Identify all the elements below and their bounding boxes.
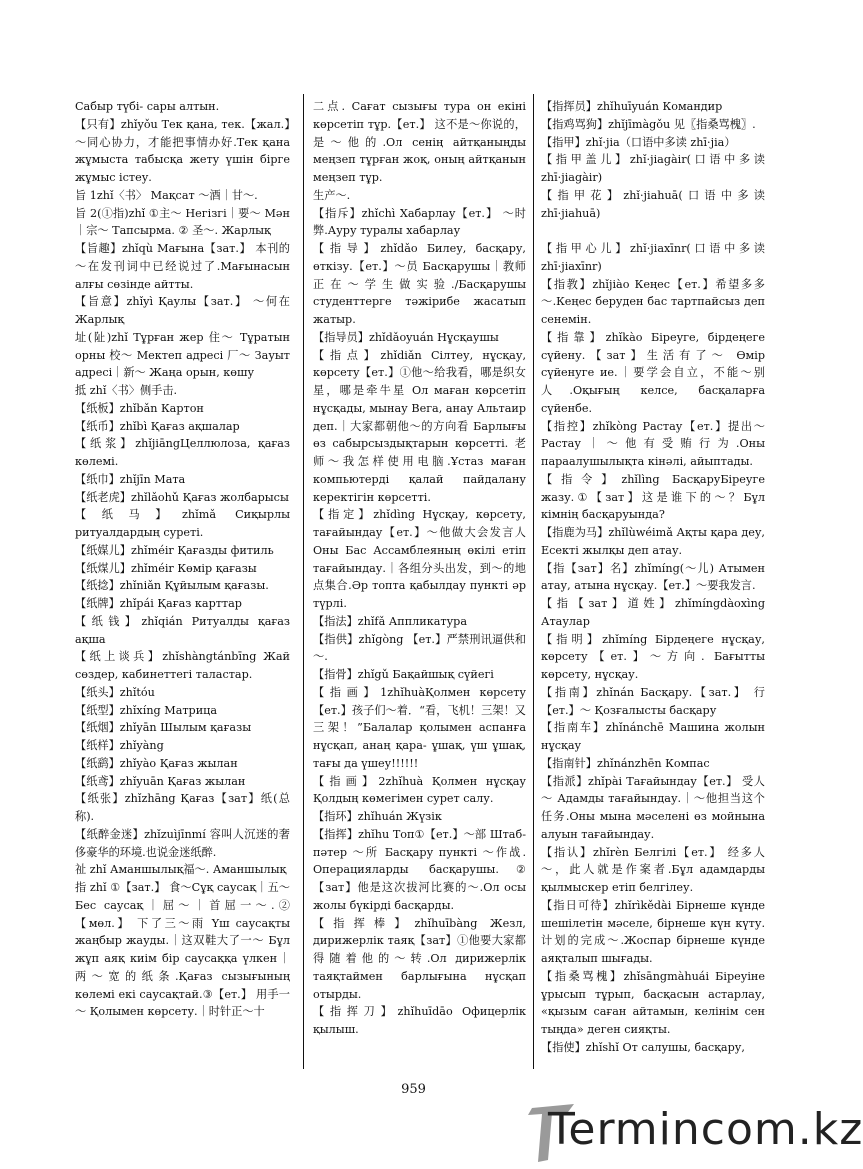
- dictionary-entry: 【指画】2zhǐhuà Қолмен нұсқау Қолдың көмегімен сурет салу.: [313, 774, 526, 806]
- dictionary-entry: 【指斥】zhǐchì Хабарлау【ет.】 ～时弊.Ауру туралы хабарлау: [313, 206, 526, 238]
- dictionary-entry: 【纸板】zhǐbǎn Картон: [75, 401, 204, 415]
- dictionary-entry: 【指【зат】名】zhǐmíng(～儿) Атымен атау, атына нұсқау.【ет.】～要我发言.: [541, 561, 765, 593]
- dictionary-entry: 【纸浆】zhǐjiāngЦеллюлоза, қағаз көлемі.: [75, 437, 290, 468]
- dictionary-entry: 【指点】zhǐdiǎn Сілтеу, нұсқау, көрсету【ет.】①他～给我看，哪是织女星，哪是牵牛星 Ол маған көрсетіп нұсқады, мынау Вега, анау Альтаир деп.｜大家都朝他～的方向看 Барлығы өз сабырсыздықтарын көрсетті. 老师～我怎样使用电脑.Ұстаз маған компьютерді қалай пайдалану керектігін көрсетті.: [313, 348, 526, 504]
- dictionary-entry: 【指甲】zhǐ·jia（口语中多读 zhī·jia）: [541, 135, 736, 149]
- dictionary-entry: 【旨趣】zhǐqù Мағына【зат.】 本刊的～在发刊词中已经说过了.Мағынасын алғы сөзінде айтты.: [75, 242, 290, 291]
- dictionary-entry: 【指认】zhǐrèn Белгілі【ет.】 经多人～，此人就是作案者.Бұл адамдарды қылмыскер етіп белгілеу.: [541, 845, 765, 894]
- column-divider-left: [303, 94, 304, 1069]
- dictionary-entry: Сабыр түбі- сары алтын.: [75, 100, 220, 113]
- dictionary-entry: 【指甲花】zhǐ·jiahuā(口语中多读 zhī·jiahuā): [541, 188, 765, 220]
- dictionary-entry: 【指挥刀】zhǐhuīdāo Офицерлік қылыш.: [313, 1005, 526, 1036]
- dictionary-entry: 【纸钱】zhǐqián Ритуалды қағаз ақша: [75, 614, 290, 646]
- dictionary-entry: 【指控】zhǐkòng Растау【ет.】提出～ Растау｜～他有受贿行为.Оны параалушылықта кінәлі, айыптады.: [541, 419, 765, 468]
- dictionary-entry: [541, 222, 765, 240]
- dictionary-entry: 【指挥】zhǐhu Топ①【ет.】～部 Штаб-пәтер ～所 Басқару пункті ～作战. Операцияларды басқарушы.②【зат】他是这次拔河比赛的～.Ол осы жолы бүкірді басқарды.: [313, 827, 526, 912]
- dictionary-entry: 【指令】zhǐlìng БасқаруБіреуге жазу.①【зат】这是谁下的～？Бұл кімнің басқаруында?: [541, 472, 765, 522]
- dictionary-entry: 【纸媒儿】zhǐméir Қағазды фитиль: [75, 543, 274, 557]
- dictionary-entry: 【指教】zhǐjiào Кеңес【ет.】希望多多～.Кеңес беруден бас тартпайсыз деп сенемін.: [541, 277, 765, 326]
- dictionary-entry: 【指画】1zhǐhuàҚолмен көрсету【ет.】孩子们～着．“看，飞机！三架！又三架！”Балалар қолымен аспанға нұсқап, анаң қара- ұшақ, үш ұшақ, тағы да үшеу!!!!!!: [313, 685, 526, 770]
- dictionary-entry: 指 zhǐ ①【зат.】 食～Сұқ саусақ｜五～ Бес саусақ｜屈～｜首屈一～.②【мөл.】 下了三～雨 Үш саусақты жаңбыр жауды.｜这双鞋大了一～ Бұл жұп аяқ киім бір саусаққа үлкен｜两～宽的纸条.Қағаз сызығының көлемі екі саусақтай.③【ет.】 用手一～ Қолымен көрсету.｜时针正～十: [75, 881, 290, 1019]
- dictionary-entry: 【纸煤儿】zhǐméir Көмір қағазы: [75, 561, 257, 575]
- dictionary-entry: 【指导】zhǐdǎo Билеу, басқару, өткізу.【ет.】～员 Басқарушы｜教师正在～学生做实验./Басқарушы студенттерге тәжірибе жасатып жатыр.: [313, 242, 526, 326]
- dictionary-entry: 【纸鸢】zhǐyuān Қағаз жылан: [75, 774, 246, 788]
- dictionary-entry: 【纸烟】zhǐyān Шылым қағазы: [75, 721, 252, 735]
- dictionary-entry: 【纸巾】zhǐjīn Мата: [75, 472, 186, 486]
- dictionary-entry: 【指南】zhǐnán Басқару.【зат.】 行【ет.】～ Қозғалысты басқару: [541, 685, 765, 717]
- dictionary-entry: 旨 1zhǐ〈书〉 Мақсат ～酒｜甘～.: [75, 188, 258, 202]
- dictionary-entry: 【指法】zhǐfǎ Аппликатура: [313, 614, 468, 628]
- dictionary-entry: 【纸币】zhǐbì Қағаз ақшалар: [75, 419, 240, 433]
- dictionary-entry: 址(阯)zhǐ Тұрған жер 住～ Тұратын орны 校～ Мектеп адресі 厂～ Зауыт адресі｜新～ Жаңа орын, көшу: [75, 330, 290, 380]
- logo-text: Termincom.kz: [548, 1104, 863, 1155]
- dictionary-entry: 【指甲心儿】zhǐ·jiaxīnr(口语中多读 zhī·jiaxīnr): [541, 242, 765, 273]
- dictionary-entry: 【指挥棒】zhǐhuībàng Жезл, дирижерлік таяқ【зат】①他要大家都得随着他的～转.Ол дирижерлік таяқтаймен барлығына нұсқап отырды.: [313, 916, 526, 1001]
- dictionary-entry: 【纸捻】zhǐniǎn Құйылым қағазы.: [75, 579, 269, 593]
- dictionary-entry: 抵 zhǐ〈书〉侧手击.: [75, 384, 178, 397]
- dictionary-entry: 【指派】zhǐpài Тағайындау【ет.】 受人～ Адамды тағайындау.｜～他担当这个任务.Оны мына мәселені өз мойнына алуын тағайындау.: [541, 774, 765, 841]
- dictionary-entry: 【指环】zhǐhuán Жүзік: [313, 810, 442, 823]
- dictionary-entry: 【指甲盖儿】zhǐ·jiagàir(口语中多读 zhī·jiagàir): [541, 153, 765, 184]
- dictionary-entry: 【指供】zhǐgòng 【ет.】严禁刑讯逼供和～.: [313, 632, 526, 664]
- dictionary-entry: 【纸型】zhǐxíng Матрица: [75, 703, 218, 717]
- dictionary-entry: 【纸牌】zhǐpái Қағаз карттар: [75, 597, 242, 610]
- dictionary-entry: 【指使】zhǐshǐ От салушы, басқару,: [541, 1040, 745, 1054]
- dictionary-entry: 【指南车】zhǐnánchē Машина жолын нұсқау: [541, 721, 765, 752]
- dictionary-entry: 【指靠】zhǐkào Біреуге, бірдеңеге сүйену.【зат】生活有了～ Өмір сүйенуге ие.｜要学会自立，不能～别人.Оқығың келсе, басқаларға сүйенбе.: [541, 330, 765, 415]
- dictionary-entry: 【纸鹞】zhǐyào Қағаз жылан: [75, 756, 238, 770]
- dictionary-entry: 生产～.: [313, 188, 351, 202]
- dictionary-entry: 【纸上谈兵】zhǐshàngtánbīng Жай сөздер, кабинеттегі таластар.: [75, 650, 290, 681]
- dictionary-entry: 【指导员】zhǐdǎoyuán Нұсқаушы: [313, 330, 499, 344]
- dictionary-entry: 【指鹿为马】zhǐlùwéimǎ Ақты қара деу, Есекті жылқы деп атау.: [541, 526, 765, 557]
- dictionary-entry: 【纸醉金迷】zhǐzuìjīnmí 容叫人沉迷的奢侈豪华的环境.也说金迷纸醉.: [75, 827, 290, 859]
- dictionary-entry: 【纸张】zhǐzhāng Қағаз【зат】纸(总称).: [75, 792, 290, 823]
- dictionary-entry: 【指骨】zhǐgǔ Бақайшық сүйегі: [313, 668, 494, 681]
- dictionary-column-left: [75, 98, 290, 1021]
- dictionary-entry: 【指鸡骂狗】zhǐjīmàgǒu 见〖指桑骂槐〗.: [541, 117, 756, 131]
- dictionary-entry: 【指明】zhǐmíng Бірдеңеге нұсқау, көрсету【ет.】～方向. Бағытты көрсету, нұсқау.: [541, 632, 765, 681]
- dictionary-entry: 【指桑骂槐】zhǐsāngmàhuái Біреуіне ұрысып тұрып, басқасын астарлау, «қызым саған айтамын, келінім сен тыңда» деген сияқты.: [541, 969, 765, 1036]
- dictionary-entry: 【旨意】zhǐyì Қаулы【зат.】 ～何在 Жарлық: [75, 295, 290, 326]
- dictionary-entry: 祉 zhǐ Аманшылық福～. Аманшылық: [75, 863, 287, 877]
- dictionary-entry: 【纸样】zhǐyàng: [75, 739, 164, 752]
- dictionary-entry: 【指日可待】zhǐrìkědài Бірнеше күнде шешілетін мәселе, бірнеше күн күту. 计划的完成～.Жоспар бірнеше күнде аяқталып шығады.: [541, 898, 765, 965]
- dictionary-entry: 【指挥员】zhǐhuīyuán Командир: [541, 100, 723, 113]
- page-number: 959: [401, 1082, 426, 1097]
- dictionary-entry: 【纸头】zhǐtóu: [75, 685, 155, 699]
- dictionary-entry: 【纸老虎】zhǐlǎohǔ Қағаз жолбарысы: [75, 490, 289, 504]
- dictionary-entry: 【纸马】zhǐmǎ Сиқырлы ритуалдардың суреті.: [75, 508, 290, 539]
- column-divider-right: [533, 94, 534, 1069]
- dictionary-entry: 【指定】zhǐdìng Нұсқау, көрсету, тағайындау【ет.】～他做大会发言人 Оны Бас Ассамблеяның өкілі етіп тағайындау.｜各组分头出发，到～的地点集合.Әр топта қабылдау пункті әр түрлі.: [313, 508, 526, 610]
- dictionary-entry: 【指南针】zhǐnánzhēn Компас: [541, 756, 710, 770]
- dictionary-entry: 【只有】zhǐyǒu Тек қана, тек.【жал.】～同心协力，才能把事情办好.Тек қана жұмыста табысқа жету үшін бірге жұмыс істеу.: [75, 117, 290, 184]
- dictionary-entry: 旨 2(①指)zhǐ ①主～ Негізгі｜要～ Мән｜宗～ Тапсырма. ② 圣～. Жарлық: [75, 206, 290, 238]
- dictionary-column-middle: [313, 98, 526, 1039]
- dictionary-column-right: [541, 98, 765, 1057]
- dictionary-entry: 二点. Сағат сызығы тура он екіні көрсетіп тұр.【ет.】 这不是～你说的，是～他的.Ол сенің айтқаныңды меңзеп тұрған жоқ, оның айтқанын меңзеп тұр.: [313, 100, 526, 184]
- dictionary-entry: 【指【зат】道姓】zhǐmíngdàoxìng Атаулар: [541, 597, 765, 628]
